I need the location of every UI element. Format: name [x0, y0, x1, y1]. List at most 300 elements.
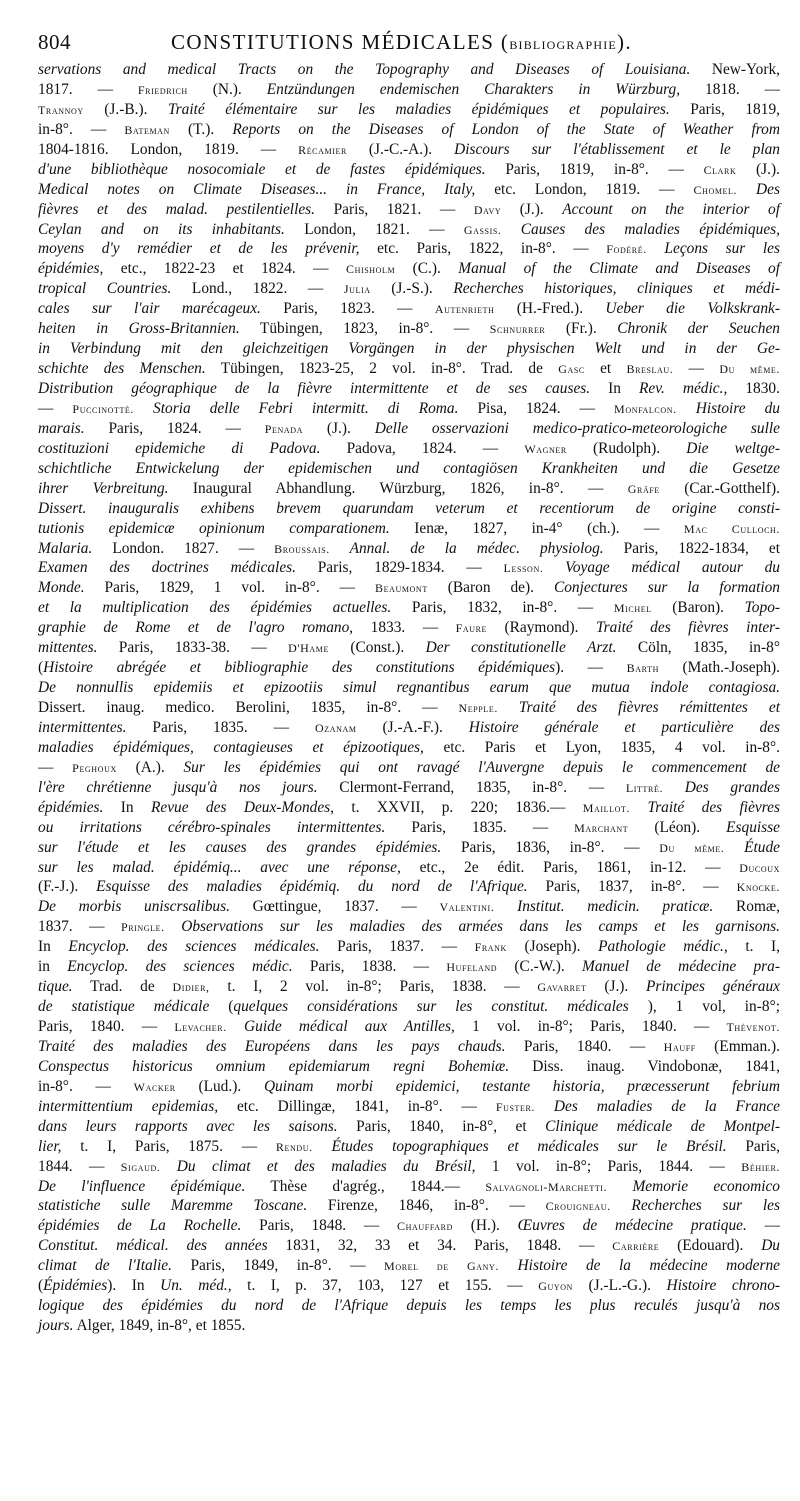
author-name: Breslau. [626, 362, 674, 377]
plain-text: — [673, 360, 720, 378]
italic-title: Traité des fièvres inter- [595, 619, 780, 637]
author-name: Fodéré. [606, 242, 647, 257]
italic-title: mittentes. [38, 639, 98, 657]
plain-text: in-8°. — [38, 1077, 134, 1095]
italic-title: ihrer Verbreitung. [38, 479, 169, 497]
text-line [38, 1017, 780, 1037]
plain-text: Paris, 1848. — [241, 1217, 398, 1235]
text-line [38, 499, 780, 519]
italic-title: Principes généraux [646, 978, 780, 996]
plain-text: 1 vol. in-8°; Paris, 1844. — [475, 1157, 742, 1175]
plain-text: 1837. — [38, 918, 121, 936]
italic-title: Revue des Deux-Mondes, [150, 798, 334, 816]
plain-text: Thèse d'agrég., 1844.— [245, 1177, 486, 1195]
bibliography-text [38, 60, 780, 1336]
text-line [38, 259, 780, 279]
text-line [38, 1037, 780, 1057]
plain-text: (J.). [736, 160, 780, 178]
text-line [38, 140, 780, 160]
plain-text: (J.). [303, 419, 375, 437]
italic-title: intermittentium epidemias, [38, 1097, 219, 1115]
text-line [38, 877, 780, 897]
text-line [38, 299, 780, 319]
text-line [38, 1276, 780, 1296]
plain-text: (T.). [169, 120, 233, 138]
text-line [38, 399, 780, 419]
italic-title: lier, [38, 1137, 62, 1155]
text-line [38, 977, 780, 997]
author-name: Autenrieth [434, 302, 495, 317]
text-line [38, 858, 780, 878]
plain-text: in [38, 958, 68, 976]
running-head-subtitle: BIBLIOGRAPHIE [509, 38, 617, 52]
author-name: Guyon [538, 1279, 573, 1294]
text-line [38, 917, 780, 937]
italic-title: intermittentes. [38, 718, 127, 736]
italic-title: Du climat et des maladies du Brésil, [160, 1157, 476, 1175]
plain-text: Firenze, 1846, in-8°. — [307, 1197, 546, 1215]
author-name: Béhier. [741, 1159, 781, 1174]
italic-title: Ceylan and on its inhabitants. [38, 220, 285, 238]
text-line [38, 937, 780, 957]
italic-title: Discours sur l'établissement et le plan [454, 140, 781, 158]
plain-text: (J.-B.). [83, 100, 168, 118]
plain-text: (Léon). [628, 818, 727, 836]
plain-text: 1817. — [38, 80, 138, 98]
italic-title: maladies épidémiques, contagieuses et épizootiques, [38, 738, 424, 756]
author-name: Gassis. [463, 222, 502, 237]
plain-text: (Fr.). [545, 320, 618, 338]
plain-text: (Math.-Joseph). [658, 659, 780, 677]
page-number: 804 [38, 30, 71, 54]
text-line [38, 120, 780, 140]
italic-title: costituzioni epidemiche di Padova. [38, 439, 321, 457]
plain-text: ). In [107, 1277, 161, 1295]
author-name: Chomel. [693, 182, 738, 197]
plain-text: 1804-1816. London, 1819. — [38, 140, 299, 158]
plain-text: Paris, 1823. — [260, 300, 435, 318]
plain-text: Clermont-Ferrand, 1835, in-8°. — [317, 778, 626, 796]
italic-title: Voyage médical autour du [543, 559, 781, 577]
plain-text: Paris, 1835. — [385, 818, 575, 836]
italic-title: Manual of the Climate and Diseases of [458, 260, 780, 278]
text-line [38, 618, 780, 638]
author-name: Beaumont [375, 581, 428, 596]
plain-text: etc., 2e édit. Paris, 1861, in-12. — [400, 858, 740, 876]
italic-title: l'ère chrétienne jusqu'à nos jours. [38, 778, 318, 796]
text-line [38, 60, 780, 80]
plain-text: In [590, 380, 640, 397]
plain-text: (J.). [501, 200, 563, 218]
text-line [38, 897, 780, 917]
text-line [38, 160, 780, 180]
text-line [38, 818, 780, 838]
italic-title: tropical Countries. [38, 280, 172, 298]
plain-text: Paris, 1840. — [505, 1037, 664, 1055]
text-line [38, 798, 780, 818]
plain-text: etc. Dillingæ, 1841, in-8°. — [218, 1097, 496, 1115]
plain-text: Paris, 1837. — [319, 938, 475, 956]
plain-text: ), 1 vol, in-8°; [628, 998, 780, 1016]
text-line [38, 957, 780, 977]
plain-text: (Edouard). [659, 1237, 762, 1255]
italic-title: tutionis epidemicæ opinionum comparationem. [38, 519, 390, 537]
italic-title: Histoire de la médecine moderne [499, 1257, 780, 1275]
text-line [38, 459, 780, 479]
author-name: Récamier [298, 142, 347, 157]
italic-title: Épidémies [43, 1277, 108, 1295]
italic-title: Sur les épidémies qui ont ravagé l'Auvergne depuis le commencement de [183, 758, 780, 776]
italic-title: Delle osservazioni medico-pratico-meteorologiche sulle [374, 419, 780, 437]
text-line [38, 1077, 780, 1097]
plain-text: Paris, 1849, in-8°. — [171, 1257, 385, 1275]
italic-title: épidémies de La Rochelle. [38, 1217, 242, 1235]
author-name: Pringle. [120, 920, 165, 935]
author-name: Morel de Gany. [384, 1259, 500, 1274]
plain-text: (C.-W.). [497, 958, 583, 976]
author-name: Knocke. [736, 880, 780, 895]
author-name: Gräfe [627, 481, 660, 496]
plain-text: (Raymond). [487, 619, 596, 637]
plain-text: (J.-A.-F.). [356, 718, 469, 736]
plain-text: etc. Paris, 1822, in-8°. — [359, 240, 607, 258]
plain-text: Paris, 1837, in-8°. — [527, 878, 737, 896]
plain-text: (H.-Fred.). [494, 300, 606, 318]
plain-text: in-8°. — [38, 120, 125, 138]
author-name: Michel [613, 601, 652, 616]
text-line [38, 1256, 780, 1276]
plain-text: Lond., 1822. — [171, 280, 344, 298]
italic-title: Der constitutionelle Arzt. [425, 639, 617, 657]
italic-title: Encyclop. des sciences médicales. [68, 938, 320, 956]
plain-text: Paris, 1832, in-8°. — [391, 599, 614, 617]
text-line [38, 1216, 780, 1236]
italic-title: moyens d'y remédier et de les prévenir, [38, 240, 360, 258]
plain-text: t. I, [727, 938, 781, 956]
plain-text: Paris, 1819, in-8°. — [485, 160, 704, 178]
italic-title: heiten in Gross-Britannien. [38, 320, 240, 338]
italic-title: Manuel de médecine pra- [582, 958, 780, 976]
italic-title: De l'influence épidémique. [38, 1177, 246, 1195]
italic-title: Esquisse [726, 818, 780, 836]
text-line [38, 1117, 780, 1137]
author-name: Marchant [574, 820, 629, 835]
italic-title: Du [761, 1237, 780, 1255]
italic-title: Constitut. médical. des années [38, 1237, 268, 1255]
plain-text: 1831, 32, 33 et 34. Paris, 1848. — [267, 1237, 613, 1255]
author-name: Wacker [133, 1079, 176, 1094]
italic-title: graphie de Rome et de l'agro romano, [38, 619, 354, 637]
author-name: Clark [703, 162, 737, 177]
text-line [38, 1137, 780, 1157]
italic-title: Memorie economico [607, 1177, 780, 1195]
plain-text: Gœttingue, 1837. — [229, 898, 440, 916]
italic-title: Des maladies de la France [535, 1097, 780, 1115]
text-line [38, 80, 780, 100]
plain-text: Diss. inaug. Vindobonæ, 1841, [509, 1057, 781, 1075]
italic-title: climat de l'Italie. [38, 1257, 172, 1275]
page-header [38, 30, 778, 60]
plain-text: (J.-L.-G.). [573, 1277, 667, 1295]
italic-title: dans leurs rapports avec les saisons. [38, 1117, 338, 1135]
plain-text: Paris, 1833-38. — [97, 639, 289, 657]
italic-title: épidémies. [38, 798, 104, 816]
plain-text: Paris, 1819, [669, 100, 780, 118]
text-line [38, 1057, 780, 1077]
author-name: Gasc [558, 362, 585, 377]
italic-title: ou irritations cérébro-spinales intermittentes. [38, 818, 386, 836]
plain-text: (Rudolph). [566, 439, 687, 457]
plain-text: Paris, [726, 1137, 780, 1155]
plain-text: ( [38, 659, 44, 677]
plain-text: Paris, 1829, 1 vol. in-8°. — [84, 579, 375, 597]
plain-text: Paris, 1821. — [315, 200, 474, 218]
italic-title: marais. [38, 419, 85, 437]
author-name: Fuster. [495, 1099, 536, 1114]
italic-title: Encyclop. des sciences médic. [67, 958, 293, 976]
plain-text: t. I, Paris, 1875. — [61, 1137, 276, 1155]
author-name: Broussais. [274, 541, 330, 556]
author-name: Monfalcon. [614, 401, 677, 416]
author-name: Du même. [659, 840, 725, 855]
plain-text: (Baron). [651, 599, 745, 617]
plain-text: Trad. de [72, 978, 173, 996]
text-line [38, 658, 780, 678]
italic-title: fièvres et des malad. pestilentielles. [38, 200, 316, 218]
italic-title: Traité des maladies des Européens dans les pays chauds. [38, 1037, 506, 1055]
author-name: Ozanam [314, 720, 357, 735]
plain-text: t. I, p. 37, 103, 127 et 155. — [231, 1277, 539, 1295]
italic-title: Un. méd., [160, 1277, 232, 1295]
text-line [38, 1296, 780, 1316]
text-line [38, 698, 780, 718]
plain-text: (A.). [116, 758, 184, 776]
text-line [38, 778, 780, 798]
plain-text: t. I, 2 vol. in-8°; Paris, 1838. — [209, 978, 538, 996]
author-name: Lesson. [503, 561, 544, 576]
italic-title: schichte des Menschen. [38, 360, 206, 378]
plain-text: (F.-J.). [38, 878, 97, 896]
text-line [38, 220, 780, 240]
italic-title: Quinam morbi epidemici, testante historia, præcesserunt febrium [263, 1077, 780, 1095]
plain-text: Padova, 1824. — [320, 439, 525, 457]
author-name: Hufeland [446, 960, 498, 975]
text-line [38, 279, 780, 299]
author-name: Chauffard [397, 1219, 453, 1234]
italic-title: de statistique médicale [38, 998, 210, 1016]
italic-title: Conjectures sur la formation [553, 579, 781, 597]
plain-text: Pisa, 1824. — [458, 399, 615, 417]
italic-title: Histoire chrono- [666, 1277, 781, 1295]
author-name: Barth [626, 661, 659, 676]
italic-title: Traité des fièvres [630, 798, 780, 816]
plain-text: etc. London, 1819. — [475, 180, 694, 198]
author-name: Du même. [719, 362, 781, 377]
text-line [38, 1157, 780, 1177]
running-head: CONSTITUTIONS MÉDICALES (BIBLIOGRAPHIE). [171, 30, 632, 54]
italic-title: Traité des fièvres rémittentes et [497, 699, 780, 716]
plain-text: 1 vol. in-8°; Paris, 1840. — [454, 1018, 727, 1035]
plain-text: In [103, 798, 151, 816]
plain-text: Paris, 1840, in-8°, et [337, 1117, 546, 1135]
text-line [38, 678, 780, 698]
text-line [38, 479, 780, 499]
plain-text: Paris, 1822-1834, et [603, 539, 781, 557]
running-head-title: CONSTITUTIONS MÉDICALES [171, 30, 495, 54]
author-name: Didier, [172, 980, 210, 995]
text-line [38, 1316, 780, 1336]
italic-title: in Verbindung mit den gleichzeitigen Vorgängen in der physischen Welt und in der Ge- [38, 340, 780, 358]
plain-text: — [38, 758, 73, 776]
plain-text: (Baron de). [427, 579, 554, 597]
plain-text: Tübingen, 1823, in-8°. — [239, 320, 490, 338]
author-name: Wagner [524, 441, 567, 456]
author-name: Hauff [663, 1039, 696, 1054]
author-name: Valentini. [439, 900, 495, 915]
plain-text: et [584, 360, 627, 378]
plain-text: Dissert. inaug. medico. Berolini, 1835, in-8°. — [38, 699, 459, 716]
text-line [38, 598, 780, 618]
text-line [38, 419, 780, 439]
text-line [38, 738, 780, 758]
text-line [38, 758, 780, 778]
italic-title: Conspectus historicus omnium epidemiarum regni Bohemiæ. [38, 1057, 510, 1075]
italic-title: logique des épidémies du nord de l'Afrique depuis les temps les plus reculés jusqu'à nos [38, 1297, 780, 1315]
italic-title: Leçons sur les [646, 240, 780, 258]
italic-title: servations and medical Tracts on the Topography and Diseases of Louisiana. [38, 61, 691, 78]
plain-text: (J.-C.-A.). [346, 140, 455, 158]
italic-title: Annal. de la médec. physiolog. [329, 539, 604, 557]
italic-title: Examen des doctrines médicales. [38, 559, 296, 577]
italic-title: Des grandes [663, 778, 780, 796]
italic-title: Des [737, 180, 780, 198]
italic-title: Œuvres de médecine pratique. [517, 1217, 747, 1235]
author-name: Ducoux [739, 860, 780, 875]
author-name: Davy [473, 202, 502, 217]
plain-text: London, 1821. — [284, 220, 464, 238]
plain-text: Cöln, 1835, in-8° [616, 639, 780, 657]
text-line [38, 439, 780, 459]
plain-text: (Emman.). [695, 1037, 780, 1055]
text-line [38, 638, 780, 658]
author-name: Penada [264, 421, 304, 436]
italic-title: jours. [38, 1317, 74, 1335]
plain-text: (H.). [452, 1217, 518, 1235]
author-name: Levacher. [174, 1020, 227, 1034]
author-name: Friedrich [137, 82, 188, 97]
italic-title: Account on the interior of [562, 200, 781, 218]
text-line [38, 539, 780, 559]
plain-text: Paris, 1838. — [292, 958, 447, 976]
plain-text: 1833. — [353, 619, 456, 637]
text-line [38, 1177, 780, 1197]
plain-text: 1818. — [680, 80, 781, 98]
author-name: Carrière [612, 1239, 660, 1254]
author-name: Thévenot. [726, 1020, 780, 1034]
author-name: Maillot. [582, 800, 631, 815]
author-name: Rendu. [275, 1139, 313, 1154]
text-line [38, 1097, 780, 1117]
italic-title: épidémies, [38, 260, 104, 278]
italic-title: d'une bibliothèque nosocomiale et de fastes épidémiques. [38, 160, 486, 178]
italic-title: Histoire abrégée et bibliographie des constitutions épidémiques [43, 659, 556, 677]
author-name: Littré. [625, 780, 664, 795]
plain-text: 1830. [727, 380, 780, 397]
plain-text: etc., 1822-23 et 1824. — [103, 260, 346, 278]
italic-title: tique. [38, 978, 73, 996]
plain-text: etc. Paris et Lyon, 1835, 4 vol. in-8°. [423, 738, 780, 756]
plain-text: (C.). [395, 260, 459, 278]
author-name: Chisholm [345, 262, 396, 277]
text-line [38, 838, 780, 858]
author-name: Sigaud. [120, 1159, 161, 1174]
italic-title: Observations sur les maladies des armées dans les camps et les garnisons. [164, 918, 780, 936]
plain-text: t. XXVII, p. 220; 1836.— [334, 798, 583, 816]
italic-title: De morbis uniscrsalibus. [38, 898, 230, 916]
text-line [38, 319, 780, 339]
plain-text: In [38, 938, 69, 956]
author-name: Crouigneau. [545, 1199, 611, 1214]
italic-title: Reports on the Diseases of London of the State of Weather from [232, 120, 780, 138]
italic-title: Causes des maladies épidémiques, [501, 220, 780, 238]
italic-title: quelques considérations sur les constitut. médicales [233, 998, 629, 1016]
text-line [38, 558, 780, 578]
author-name: Peghoux [72, 760, 117, 775]
plain-text: Alger, 1849, in-8°, et 1855. [73, 1317, 246, 1335]
italic-title: Esquisse des maladies épidémiq. du nord de l'Afrique. [96, 878, 528, 896]
italic-title: Guide médical aux Antilles, [226, 1018, 455, 1035]
italic-title: schichtliche Entwickelung der epidemischen und contagiösen Krankheiten und die Gesetze [38, 459, 780, 477]
plain-text: London. 1827. — [92, 539, 275, 557]
author-name: Faure [455, 621, 488, 636]
plain-text: — [38, 399, 73, 417]
text-line [38, 180, 780, 200]
plain-text: ). — [555, 659, 627, 677]
author-name: Frank [474, 940, 507, 955]
plain-text: New-York, [690, 61, 780, 78]
plain-text: Paris, 1836, in-8°. — [441, 838, 660, 856]
plain-text: (Car.-Gotthelf). [659, 479, 780, 497]
text-line [38, 200, 780, 220]
italic-title: Medical notes on Climate Diseases... in France, Italy, [38, 180, 476, 198]
plain-text: Paris, 1835. — [126, 718, 315, 736]
plain-text: (Lud.). [175, 1077, 264, 1095]
italic-title: sur l'étude et les causes des grandes épidémies. [38, 838, 442, 856]
italic-title: Ueber die Volkskrank- [605, 300, 780, 318]
plain-text: Paris, 1840. — [38, 1018, 175, 1035]
italic-title: Pathologie médic., [598, 938, 728, 956]
italic-title: sur les malad. épidémiq... avec une réponse, [38, 858, 401, 876]
author-name: D'Hame [288, 641, 329, 656]
author-name: Salvagnoli-Marchetti. [485, 1179, 608, 1194]
text-line [38, 1236, 780, 1256]
text-line [38, 1196, 780, 1216]
italic-title: Distribution géographique de la fièvre intermittente et de ses causes. [38, 380, 591, 397]
text-line [38, 359, 780, 379]
italic-title: Traité élémentaire sur les maladies épidémiques et populaires. [167, 100, 670, 118]
italic-title: Rev. médic., [639, 380, 728, 397]
plain-text: (J.-S.). [370, 280, 454, 298]
text-line [38, 519, 780, 539]
text-line [38, 100, 780, 120]
text-line [38, 578, 780, 598]
author-name: Nepple. [458, 701, 498, 715]
italic-title: Dissert. inauguralis exhibens brevem quarundam veterum et recentiorum de origine consti- [38, 499, 780, 517]
author-name: Puccinotté. [72, 401, 135, 416]
author-name: Bateman [124, 122, 170, 137]
italic-title: Histoire du [676, 399, 780, 417]
plain-text: Tübingen, 1823-25, 2 vol. in-8°. Trad. de [205, 360, 559, 378]
